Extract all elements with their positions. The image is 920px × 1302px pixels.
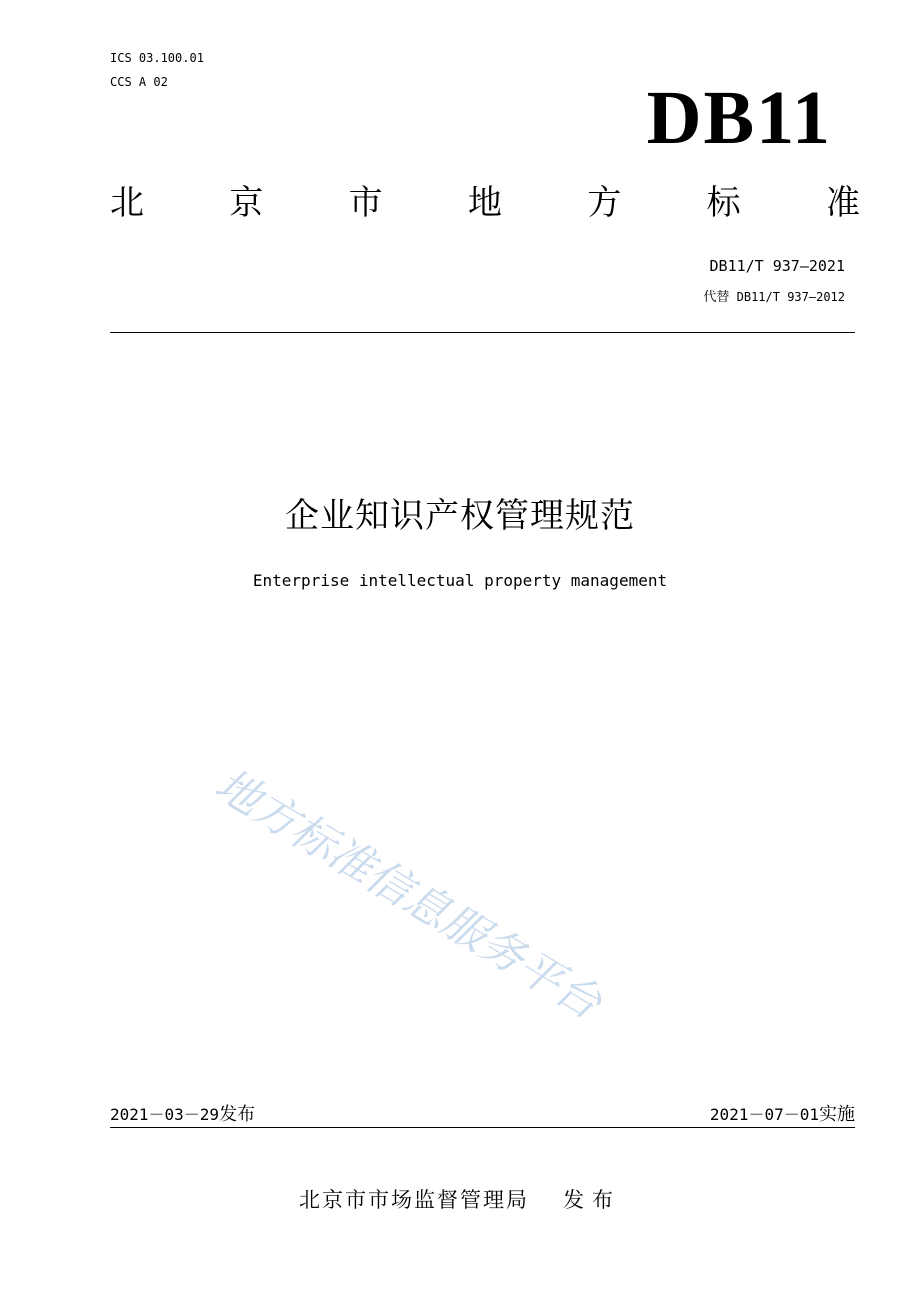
- standard-type-char: 地: [467, 183, 502, 223]
- standard-type-char: 北: [110, 183, 144, 223]
- issuer-suffix: 发布: [563, 1188, 621, 1212]
- watermark: 地方标准信息服务平台: [206, 759, 610, 1030]
- document-title-en: Enterprise intellectual property management: [252, 571, 668, 590]
- replaces-line: [703, 288, 845, 307]
- db-mark: DB11: [646, 76, 832, 160]
- issue-date: 2021－03－29: [110, 1105, 220, 1124]
- replaces-label: 代替: [703, 290, 730, 305]
- replaces-number: DB11/T 937—2012: [736, 290, 845, 304]
- document-title-cn: 企业知识产权管理规范: [285, 496, 635, 536]
- issuer-name: 北京市市场监督管理局: [299, 1188, 529, 1212]
- standard-type-char: 标: [706, 183, 741, 223]
- top-divider: [110, 332, 855, 333]
- issue-date-line: [110, 1104, 255, 1126]
- standard-number: DB11/T 937—2021: [709, 257, 845, 275]
- standard-type: [110, 182, 860, 224]
- ccs-code: CCS A 02: [110, 75, 168, 89]
- standard-type-char: 准: [825, 183, 860, 223]
- implement-label: 实施: [819, 1104, 855, 1125]
- issuer-line: [0, 1186, 920, 1214]
- implement-date: 2021－07－01: [709, 1105, 819, 1124]
- standard-type-char: 方: [587, 183, 622, 223]
- issue-label: 发布: [219, 1104, 256, 1125]
- standard-type-char: 京: [229, 183, 264, 223]
- implement-date-line: [710, 1104, 855, 1126]
- ics-code: ICS 03.100.01: [110, 51, 204, 65]
- standard-type-char: 市: [348, 183, 383, 223]
- bottom-divider: [110, 1127, 855, 1128]
